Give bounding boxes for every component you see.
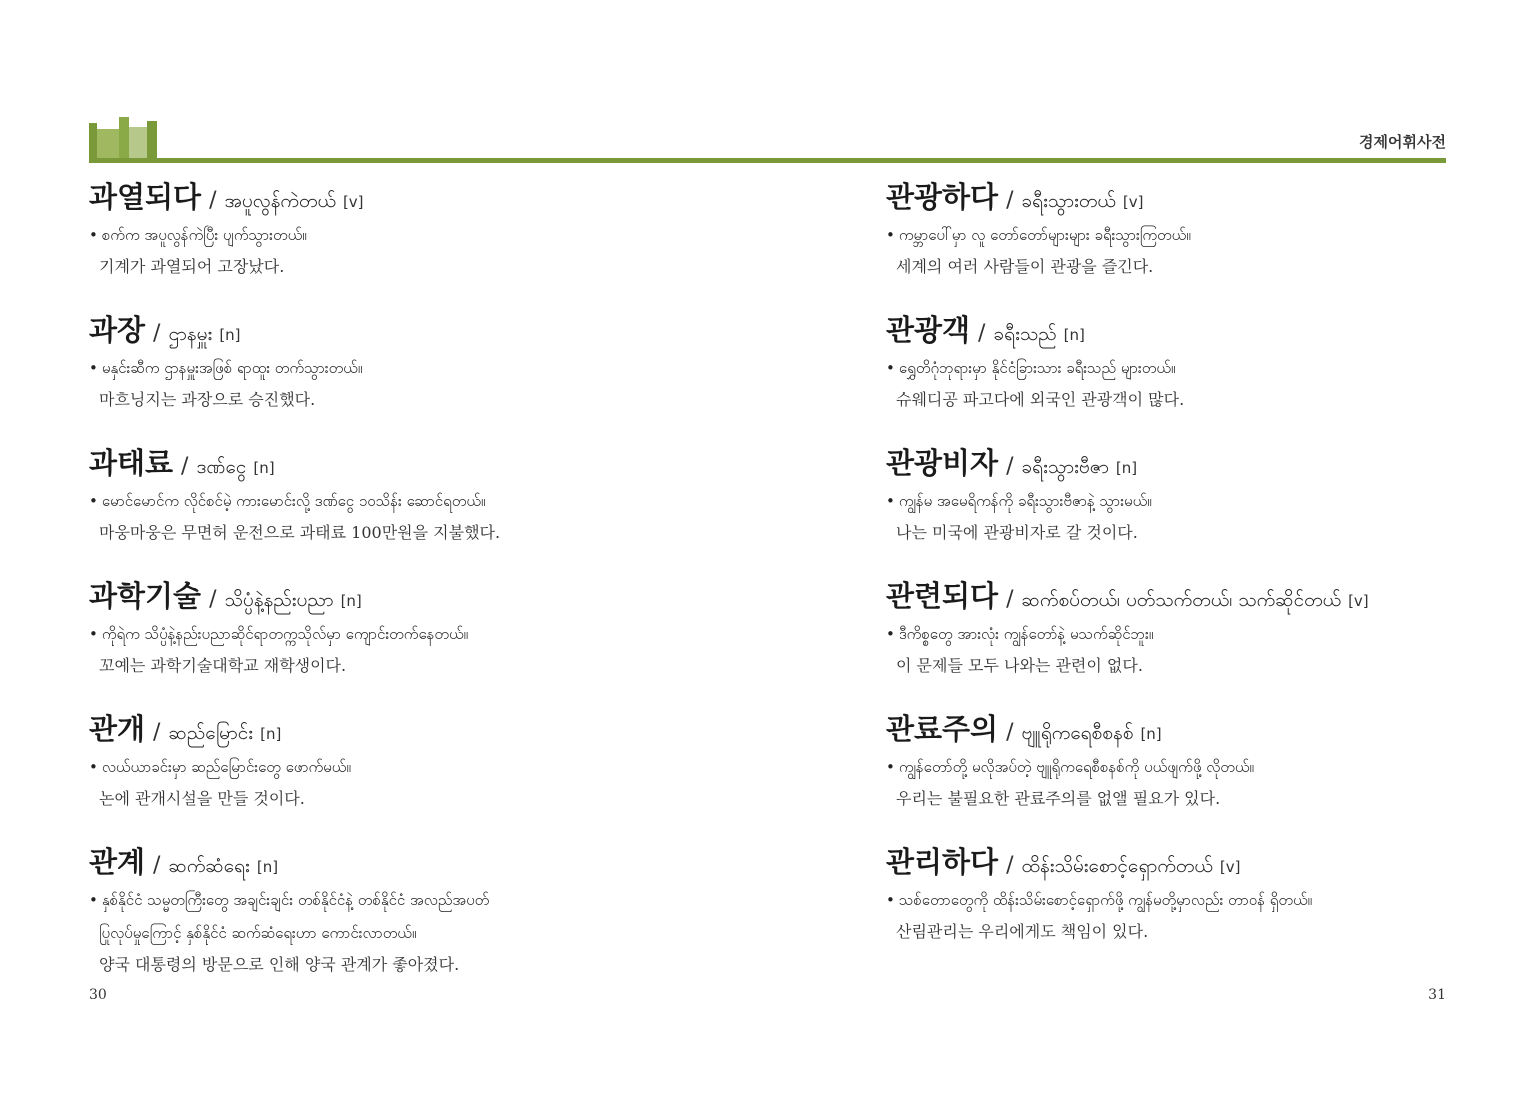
part-of-speech: [v] — [342, 193, 364, 211]
example-korean: 기계가 과열되어 고장났다. — [99, 257, 285, 276]
example-myanmar-text: ကမ္ဘာပေါ်မှာ လူ တော်တော်များများ ခရီးသွားကြတယ်။ — [898, 226, 1191, 244]
example-korean: 꼬예는 과학기술대학교 재학생이다. — [99, 656, 347, 675]
example-myanmar-text: သစ်တောတွေကို ထိန်းသိမ်းစောင့်ရှောက်ဖို့ ကျွန်မတို့မှာလည်း တာဝန် ရှိတယ်။ — [898, 891, 1313, 909]
entry-head-line — [89, 308, 729, 352]
entry-headword: 관련되다 — [886, 579, 999, 613]
entry-head-line — [886, 308, 1526, 352]
dictionary-entry — [886, 441, 1526, 574]
example-korean: 양국 대통령의 방문으로 인해 양국 관계가 좋아졌다. — [99, 955, 460, 974]
entry-meaning: ဗျူရိုကရေစီစနစ် — [1021, 722, 1134, 744]
example-myanmar — [886, 618, 1526, 651]
page-number-right: 31 — [1428, 987, 1446, 1003]
entry-head-line — [89, 441, 729, 485]
bullet-icon: • — [886, 226, 895, 244]
example-myanmar — [886, 485, 1526, 518]
entry-headword: 관광비자 — [886, 446, 999, 480]
entry-headword: 과열되다 — [89, 180, 202, 214]
entry-meaning: ထိန်းသိမ်းစောင့်ရှောက်တယ် — [1021, 855, 1213, 877]
entry-head-line — [89, 840, 729, 884]
dictionary-entry — [89, 707, 729, 840]
entry-meaning: သိပ္ပံနဲ့နည်းပညာ — [224, 589, 334, 611]
page-number-left: 30 — [89, 987, 107, 1003]
entry-head-line — [89, 707, 729, 751]
example-myanmar — [89, 751, 729, 784]
example-myanmar — [886, 219, 1526, 252]
entry-meaning: ဆက်ဆံရေး — [168, 855, 250, 877]
dictionary-entry — [886, 707, 1526, 840]
left-page-column — [89, 175, 729, 973]
dictionary-entry — [886, 574, 1526, 707]
example-korean: 마웅마웅은 무면허 운전으로 과태료 100만원을 지불했다. — [99, 523, 501, 542]
entry-headword: 관광객 — [886, 313, 971, 347]
example-myanmar — [89, 352, 729, 385]
entry-headword: 관광하다 — [886, 180, 999, 214]
example-myanmar-text: ရွှေတိဂုံဘုရားမှာ နိုင်ငံခြားသား ခရီးသည် များတယ်။ — [898, 359, 1176, 377]
entry-headword: 과태료 — [89, 446, 174, 480]
entry-meaning: ဆက်စပ်တယ်၊ ပတ်သက်တယ်၊ သက်ဆိုင်တယ် — [1021, 589, 1342, 611]
part-of-speech: [n] — [260, 725, 282, 743]
dictionary-entry — [89, 308, 729, 441]
bullet-icon: • — [89, 492, 98, 510]
header-rule — [89, 158, 1446, 163]
example-myanmar-text: စက်က အပူလွန်ကဲပြီး ပျက်သွားတယ်။ — [101, 226, 307, 244]
entry-head-line — [89, 175, 729, 219]
part-of-speech: [n] — [1115, 459, 1138, 477]
bullet-icon: • — [89, 226, 98, 244]
entry-headword: 과학기술 — [89, 579, 202, 613]
entry-headword: 과장 — [89, 313, 146, 347]
entry-meaning: ဒဏ်ငွေ — [196, 456, 247, 478]
example-myanmar-continued: ပြုလုပ်မှုကြောင့် နှစ်နိုင်ငံ ဆက်ဆံရေးဟာ ကောင်းလာတယ်။ — [99, 924, 417, 942]
example-korean: 슈웨디공 파고다에 외국인 관광객이 많다. — [896, 390, 1185, 409]
separator-slash: / — [978, 321, 986, 346]
example-myanmar-text: လယ်ယာခင်းမှာ ဆည်မြောင်းတွေ ဖောက်မယ်။ — [101, 758, 351, 776]
example-myanmar — [886, 884, 1526, 917]
dictionary-entry — [89, 175, 729, 308]
example-myanmar-text: ကျွန်မ အမေရိကန်ကို ခရီးသွားဗီဇာနဲ့ သွားမယ်။ — [898, 492, 1152, 510]
dictionary-entry — [89, 574, 729, 707]
bullet-icon: • — [886, 359, 895, 377]
part-of-speech: [v] — [1348, 592, 1369, 610]
separator-slash: / — [1006, 188, 1014, 213]
example-myanmar-text: မနှင်းဆီက ဌာနမှူးအဖြစ် ရာထူး တက်သွားတယ်။ — [101, 359, 363, 377]
separator-slash: / — [1006, 454, 1014, 479]
example-myanmar-text: မောင်မောင်က လိုင်စင်မဲ့ ကားမောင်းလို့ ဒဏ်ငွေ ၁၀သိန်း ဆောင်ရတယ်။ — [101, 492, 486, 510]
entry-meaning: ဆည်မြောင်း — [168, 722, 254, 744]
bullet-icon: • — [886, 891, 895, 909]
part-of-speech: [n] — [1063, 326, 1085, 344]
example-myanmar-text: ကျွန်တော်တို့ မလိုအပ်တဲ့ ဗျူရိုကရေစီစနစ်ကို ပယ်ဖျက်ဖို့ လိုတယ်။ — [898, 758, 1254, 776]
part-of-speech: [v] — [1122, 193, 1144, 211]
part-of-speech: [n] — [219, 326, 241, 344]
entry-meaning: ခရီးသွားဗီဇာ — [1021, 456, 1109, 478]
entry-head-line — [886, 441, 1526, 485]
example-myanmar — [886, 352, 1526, 385]
entry-head-line — [886, 840, 1526, 884]
part-of-speech: [n] — [340, 592, 362, 610]
separator-slash: / — [1006, 720, 1014, 745]
example-korean: 세계의 여러 사람들이 관광을 즐긴다. — [896, 257, 1154, 276]
example-myanmar — [89, 618, 729, 651]
bullet-icon: • — [89, 891, 98, 909]
part-of-speech: [n] — [253, 459, 275, 477]
example-myanmar-text: နှစ်နိုင်ငံ သမ္မတကြီးတွေ အချင်းချင်း တစ်နိုင်ငံနဲ့ တစ်နိုင်ငံ အလည်အပတ် — [101, 891, 490, 909]
entry-headword: 관개 — [89, 712, 146, 746]
entry-head-line — [886, 574, 1526, 618]
example-myanmar — [886, 751, 1526, 784]
part-of-speech: [n] — [256, 858, 279, 876]
right-page-column — [886, 175, 1526, 973]
entry-meaning: အပူလွန်ကဲတယ် — [224, 190, 336, 212]
entry-head-line — [89, 574, 729, 618]
dictionary-entry — [89, 441, 729, 574]
bullet-icon: • — [886, 492, 895, 510]
dictionary-entry — [886, 308, 1526, 441]
separator-slash: / — [209, 188, 217, 213]
bullet-icon: • — [89, 359, 98, 377]
dictionary-entry — [886, 840, 1526, 973]
example-korean: 논에 관개시설을 만들 것이다. — [99, 789, 305, 808]
separator-slash: / — [153, 720, 161, 745]
bullet-icon: • — [886, 758, 895, 776]
separator-slash: / — [1006, 587, 1014, 612]
example-myanmar — [89, 884, 729, 917]
dictionary-entry — [89, 840, 729, 973]
header-decoration — [89, 117, 159, 161]
bullet-icon: • — [886, 625, 895, 643]
bullet-icon: • — [89, 625, 98, 643]
separator-slash: / — [153, 321, 161, 346]
separator-slash: / — [153, 853, 161, 878]
example-korean: 산림관리는 우리에게도 책임이 있다. — [896, 922, 1149, 941]
entry-head-line — [886, 175, 1526, 219]
separator-slash: / — [1006, 853, 1014, 878]
separator-slash: / — [181, 454, 189, 479]
part-of-speech: [n] — [1140, 725, 1162, 743]
example-korean: 우리는 불필요한 관료주의를 없앨 필요가 있다. — [896, 789, 1221, 808]
separator-slash: / — [209, 587, 217, 612]
example-myanmar-text: ဒီကိစ္စတွေ အားလုံး ကျွန်တော်နဲ့ မသက်ဆိုင်ဘူး။ — [898, 625, 1154, 643]
example-korean: 이 문제들 모두 나와는 관련이 없다. — [896, 656, 1143, 675]
book-title: 경제어휘사전 — [1359, 133, 1446, 151]
entry-meaning: ဌာနမှူး — [168, 323, 213, 345]
entry-meaning: ခရီးသည် — [993, 323, 1057, 345]
entry-headword: 관료주의 — [886, 712, 999, 746]
example-myanmar — [89, 485, 729, 518]
bullet-icon: • — [89, 758, 98, 776]
entry-head-line — [886, 707, 1526, 751]
entry-headword: 관계 — [89, 845, 146, 879]
example-korean: 나는 미국에 관광비자로 갈 것이다. — [896, 523, 1138, 542]
entry-headword: 관리하다 — [886, 845, 999, 879]
entry-meaning: ခရီးသွားတယ် — [1021, 190, 1116, 212]
part-of-speech: [v] — [1219, 858, 1241, 876]
example-myanmar — [89, 219, 729, 252]
example-myanmar-text: ကိုရဲက သိပ္ပံနဲ့နည်းပညာဆိုင်ရာတက္ကသိုလ်မှာ ကျောင်းတက်နေတယ်။ — [101, 625, 469, 643]
example-korean: 마흐닝지는 과장으로 승진했다. — [99, 390, 316, 409]
dictionary-entry — [886, 175, 1526, 308]
